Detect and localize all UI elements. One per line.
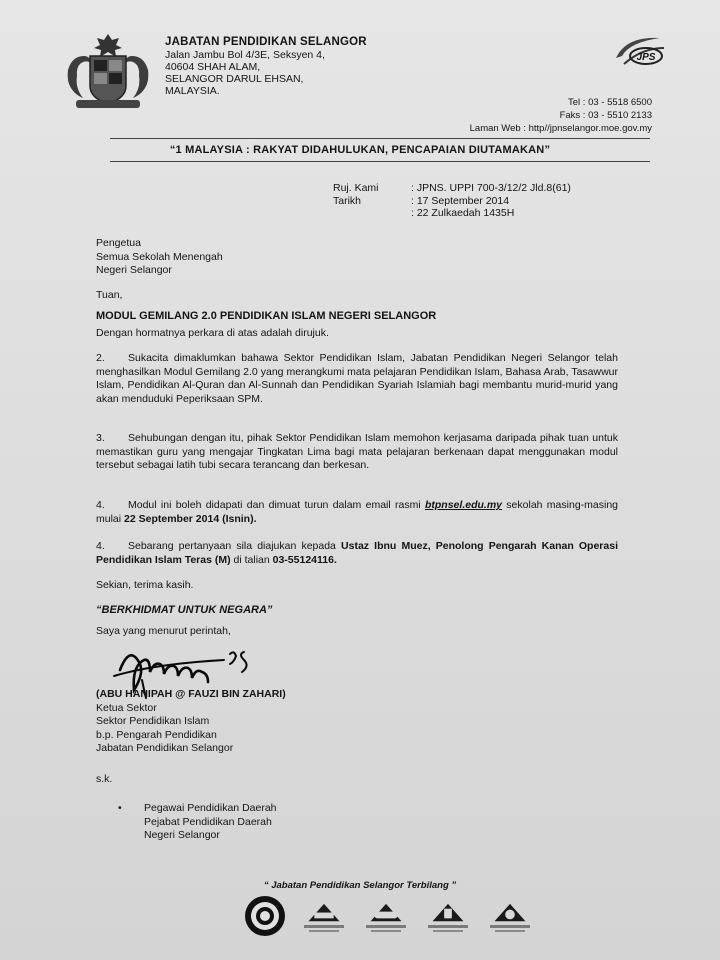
- start-date: 22 September 2014 (Isnin).: [124, 512, 257, 525]
- signer-title: Ketua Sektor: [96, 701, 157, 714]
- jps-logo-icon: [612, 34, 668, 74]
- contact-info: [470, 96, 652, 135]
- ruj-value: : JPNS. UPPI 700-3/12/2 Jld.8(61): [411, 182, 571, 194]
- mscs-cert-icon: [362, 900, 410, 932]
- address-line: 40604 SHAH ALAM,: [165, 61, 261, 73]
- contact-phone: 03-55124116.: [272, 553, 337, 566]
- paragraph-number: 2.: [96, 352, 105, 364]
- quality-seal-icon: [244, 895, 286, 937]
- sirim-cert-icon: [424, 900, 472, 932]
- reference-block: [333, 182, 571, 220]
- intro-text: Dengan hormatnya perkara di atas adalah dirujuk.: [96, 327, 329, 339]
- organization-name: JABATAN PENDIDIKAN SELANGOR: [165, 36, 367, 48]
- iqnet-cert-icon: [486, 900, 534, 932]
- national-slogan: “1 MALAYSIA : RAKYAT DIDAHULUKAN, PENCAPAIAN DIUTAMAKAN”: [169, 144, 551, 156]
- paragraph-text: Sehubungan dengan itu, pihak Sektor Pendidikan Islam memohon kerjasama daripada pihak tuan untuk memastikan guru yang mengajar Tingkatan Lima bagi mata pelajaran berkenaan dapat menggunakan modul tersebut sebagai latih tubi secara terancang dan berkesan.: [96, 432, 618, 471]
- paragraph-number: 4.: [96, 499, 105, 511]
- paragraph-2: [96, 352, 618, 406]
- header-rule: [110, 138, 650, 139]
- website: Laman Web : http//jpnselangor.moe.gov.my: [469, 123, 652, 134]
- slogan-rule: [110, 161, 650, 162]
- motto: “BERKHIDMAT UNTUK NEGARA”: [96, 604, 273, 616]
- paragraph-number: 3.: [96, 432, 105, 444]
- cc-line: Pejabat Pendidikan Daerah: [144, 815, 272, 828]
- recipient-line: Semua Sekolah Menengah: [96, 250, 223, 263]
- signer-title: Sektor Pendidikan Islam: [96, 715, 210, 727]
- iso-cert-icon: [300, 900, 348, 932]
- address-line: MALAYSIA.: [165, 85, 220, 97]
- paragraph-text: sekolah masing-masing mulai: [96, 499, 618, 525]
- paragraph-text: di talian: [230, 553, 273, 566]
- cc-list: [118, 802, 277, 843]
- signer-name: (ABU HANIPAH @ FAUZI BIN ZAHARI): [96, 688, 286, 700]
- paragraph-3: [96, 432, 618, 473]
- closing-text: Sekian, terima kasih.: [96, 579, 194, 591]
- address-line: Jalan Jambu Bol 4/3E, Seksyen 4,: [165, 49, 325, 61]
- certification-logos: [244, 895, 534, 937]
- paragraph-text: Modul ini boleh didapati dan dimuat turun dalam email rasmi: [128, 499, 425, 511]
- cc-line: Negeri Selangor: [144, 829, 220, 841]
- recipient-address: [96, 237, 223, 278]
- cc-line: Pegawai Pendidikan Daerah: [144, 802, 277, 814]
- tel: Tel : 03 - 5518 6500: [568, 97, 652, 108]
- tarikh-label: Tarikh: [333, 194, 362, 207]
- malaysia-crest-icon: [62, 30, 154, 110]
- recipient-line: Negeri Selangor: [96, 264, 172, 276]
- paragraph-4-download: [96, 499, 618, 526]
- signer-title: Jabatan Pendidikan Selangor: [96, 742, 234, 754]
- ruj-label: Ruj. Kami: [333, 182, 379, 194]
- address-line: SELANGOR DARUL EHSAN,: [165, 73, 304, 85]
- jps-logo-text: JPS: [636, 52, 656, 63]
- signer-title: b.p. Pengarah Pendidikan: [96, 728, 217, 741]
- letterhead: [165, 36, 367, 97]
- bullet-icon: •: [118, 802, 122, 814]
- salutation: Tuan,: [96, 289, 123, 301]
- recipient-line: Pengetua: [96, 237, 141, 249]
- email-domain-link[interactable]: btpnsel.edu.my: [424, 499, 502, 511]
- footer-slogan: “ Jabatan Pendidikan Selangor Terbilang ”: [263, 880, 457, 891]
- hijri-date: : 22 Zulkaedah 1435H: [411, 207, 515, 219]
- tarikh-value: : 17 September 2014: [411, 194, 510, 207]
- paragraph-text: Sukacita dimaklumkan bahawa Sektor Pendidikan Islam, Jabatan Pendidikan Negeri Selangor telah menghasilkan Modul Gemilang 2.0 yang merangkumi mata pelajaran Pendidikan Islam, Bahasa Arab, Tasawwur Islam, Pendidikan Al-Quran dan Al-Sunnah dan Pendidikan Syariah Islamiah bagi membantu murid-murid yang akan menduduki Peperiksaan SPM.: [96, 352, 618, 405]
- paragraph-number: 4.: [96, 540, 105, 552]
- contact-person: Ustaz Ibnu Muez, Penolong Pengarah Kanan Operasi Pendidikan Islam Teras (M): [96, 540, 618, 566]
- subject-title: MODUL GEMILANG 2.0 PENDIDIKAN ISLAM NEGERI SELANGOR: [96, 310, 437, 322]
- fax: Faks : 03 - 5510 2133: [559, 110, 652, 121]
- paragraph-text: Sebarang pertanyaan sila diajukan kepada: [128, 540, 342, 552]
- signer-block: [96, 688, 286, 756]
- cc-label: s.k.: [96, 773, 113, 785]
- paragraph-4-enquiries: [96, 540, 618, 567]
- yang-menurut: Saya yang menurut perintah,: [96, 625, 231, 637]
